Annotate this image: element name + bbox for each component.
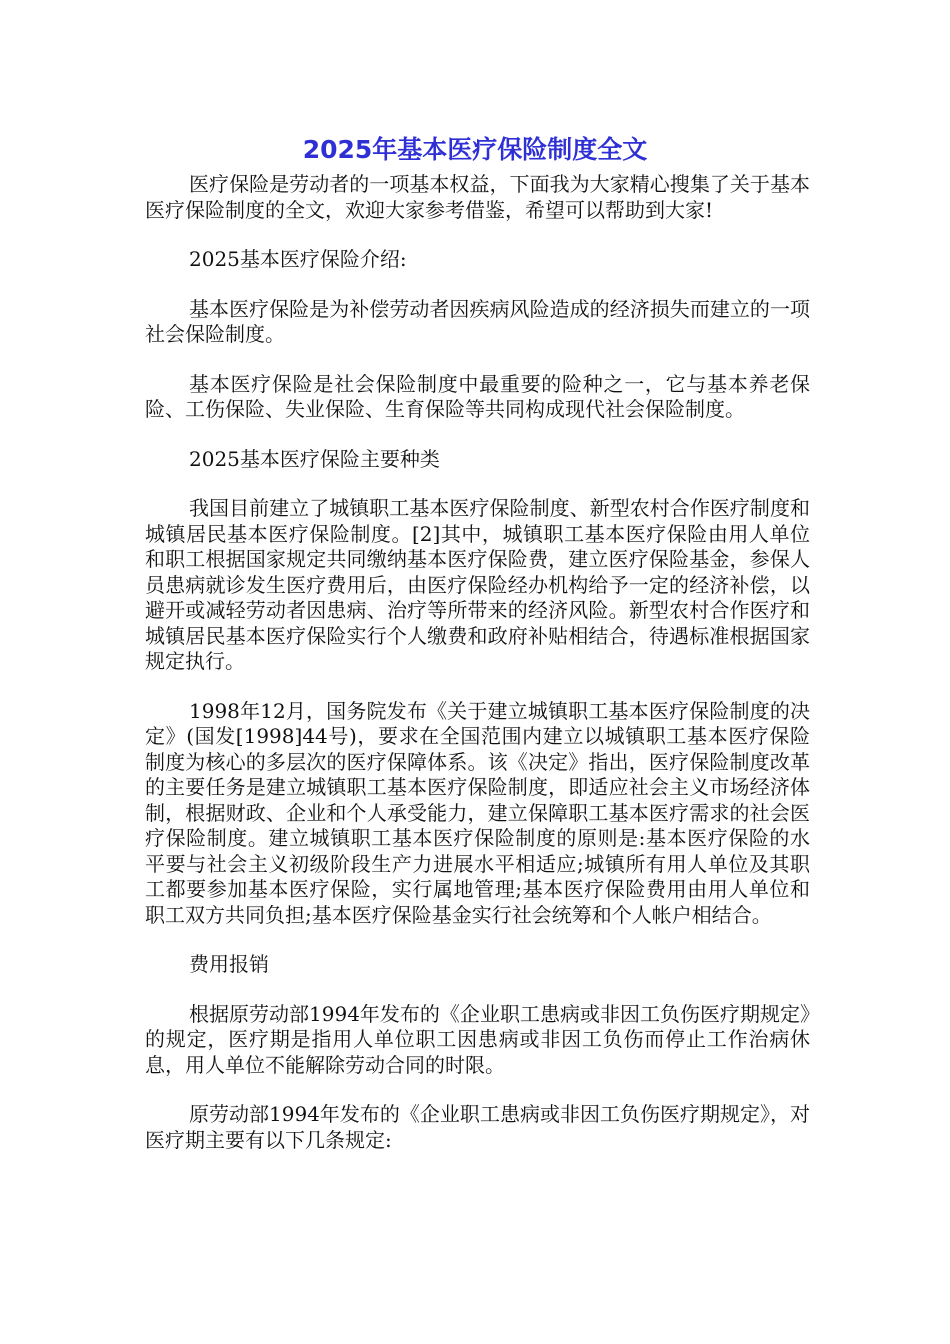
paragraph-1998-decision: 1998年12月，国务院发布《关于建立城镇职工基本医疗保险制度的决定》(国发[1998]44号)，要求在全国范围内建立以城镇职工基本医疗保险制度为核心的多层次的医疗保障体系。该《决定》指出，医疗保险制度改革的主要任务是建立城镇职工基本医疗保险制度，即适应社会主义市场经济体制，根据财政、企业和个人承受能力，建立保障职工基本医疗需求的社会医疗保险制度。建立城镇职工基本医疗保险制度的原则是:基本医疗保险的水平要与社会主义初级阶段生产力进展水平相适应;城镇所有用人单位及其职工都要参加基本医疗保险，实行属地管理;基本医疗保险费用由用人单位和职工双方共同负担;基本医疗保险基金实行社会统筹和个人帐户相结合。 <box>145 698 810 927</box>
document-body <box>145 172 810 1177</box>
section-heading-reimbursement: 费用报销 <box>189 952 269 976</box>
paragraph-definition: 基本医疗保险是为补偿劳动者因疾病风险造成的经济损失而建立的一项社会保险制度。 <box>145 296 810 346</box>
paragraph-intro: 医疗保险是劳动者的一项基本权益，下面我为大家精心搜集了关于基本医疗保险制度的全文，欢迎大家参考借鉴，希望可以帮助到大家! <box>145 172 810 222</box>
document-title: 2025年基本医疗保险制度全文 <box>302 135 648 164</box>
section-heading-types: 2025基本医疗保险主要种类 <box>189 446 440 471</box>
paragraph-importance: 基本医疗保险是社会保险制度中最重要的险种之一，它与基本养老保险、工伤保险、失业保险、生育保险等共同构成现代社会保险制度。 <box>145 371 810 421</box>
section-heading-introduction: 2025基本医疗保险介绍: <box>189 247 407 271</box>
paragraph-medical-period-definition: 根据原劳动部1994年发布的《企业职工患病或非因工负伤医疗期规定》的规定，医疗期是指用人单位职工因患病或非因工负伤而停止工作治病休息，用人单位不能解除劳动合同的时限。 <box>145 1001 810 1077</box>
paragraph-medical-period-rules: 原劳动部1994年发布的《企业职工患病或非因工负伤医疗期规定》，对医疗期主要有以下几条规定: <box>145 1102 810 1152</box>
paragraph-types: 我国目前建立了城镇职工基本医疗保险制度、新型农村合作医疗制度和城镇居民基本医疗保险制度。[2]其中，城镇职工基本医疗保险由用人单位和职工根据国家规定共同缴纳基本医疗保险费，建立医疗保险基金，参保人员患病就诊发生医疗费用后，由医疗保险经办机构给予一定的经济补偿，以避开或减轻劳动者因患病、治疗等所带来的经济风险。新型农村合作医疗和城镇居民基本医疗保险实行个人缴费和政府补贴相结合，待遇标准根据国家规定执行。 <box>145 496 810 673</box>
